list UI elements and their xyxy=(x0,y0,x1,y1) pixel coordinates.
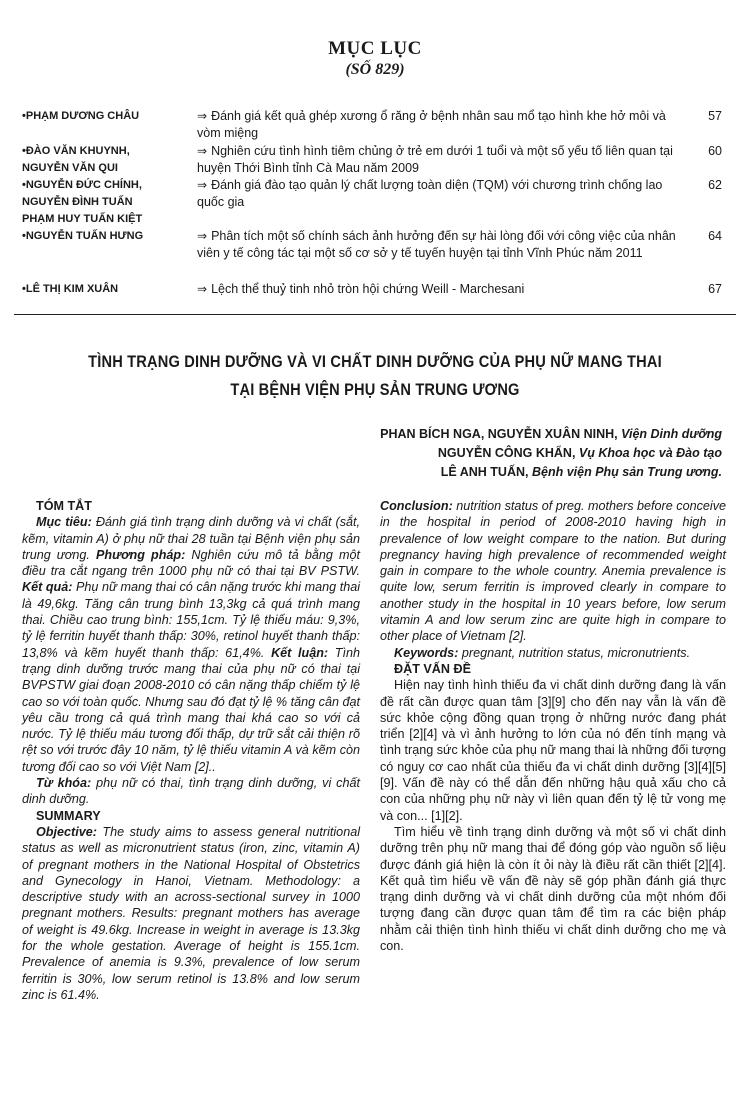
intro-paragraph: Tìm hiểu về tình trạng dinh dưỡng và một số vi chất dinh dưỡng trên phụ nữ mang thai để đóng góp vào nguồn số liệu được đánh giá hiện là còn ít ỏi này là điều rất cần thiết [2][4]. Kết quả tìm hiểu về vấn đề này sẽ góp phần đánh giá thực trạng dinh dưỡng và vi chất dinh dưỡng của một nhóm đối tượng đang cần được quan tâm để tìm ra các biện pháp nhằm cải thiện tình hình thiếu vi chất dinh dưỡng cho mẹ và con. xyxy=(380,824,726,954)
toc-entry-text: Phân tích một số chính sách ảnh hưởng đến sự hài lòng đối với công việc của nhân viên y tế công tác tại một số cơ sở y tế tuyến huyện tại tỉnh Vĩnh Phúc năm 2011 xyxy=(197,229,676,260)
label-phuongphap: Phương pháp: xyxy=(89,547,186,562)
section-heading-datvande: ĐẶT VẤN ĐỀ xyxy=(394,661,471,676)
toc-entry-text: Nghiên cứu tình hình tiêm chủng ở trẻ em dưới 1 tuổi và một số yếu tố liên quan tại huyện Thới Bình tỉnh Cà Mau năm 2009 xyxy=(197,144,673,175)
toc-author-name: NGUYỄN VĂN QUI xyxy=(22,162,118,174)
text-tukhoa: phụ nữ có thai, tình trạng dinh dưỡng, vi chất dinh dưỡng. xyxy=(22,776,360,807)
toc-entry-authors xyxy=(22,281,192,298)
toc-entry-text: Lệch thể thuỷ tinh nhỏ tròn hội chứng Weill - Marchesani xyxy=(211,282,525,296)
toc-entry-title[interactable] xyxy=(197,281,689,298)
right-arrow-icon: ⇒ xyxy=(197,144,208,158)
abstract-vi-paragraph xyxy=(22,514,360,775)
toc-author-name: •PHẠM DƯƠNG CHÂU xyxy=(22,110,140,122)
toc-entry-authors xyxy=(22,228,192,245)
toc-author-name: NGUYỄN ĐÌNH TUẤN xyxy=(22,196,133,208)
toc-entry-title[interactable] xyxy=(197,228,689,262)
label-ketqua: Kết quả: xyxy=(22,580,73,595)
section-heading-summary: SUMMARY xyxy=(36,808,101,823)
author-line xyxy=(292,425,722,444)
toc-entry-authors xyxy=(22,143,192,177)
toc-page-number: 67 xyxy=(708,282,722,296)
label-objective: Objective: xyxy=(36,824,97,839)
toc-author-name: •ĐÀO VĂN KHUYNH, xyxy=(22,145,130,157)
right-column xyxy=(380,498,726,954)
author-line xyxy=(292,444,722,463)
label-muctieu: Mục tiêu: xyxy=(36,515,92,530)
toc-author-name: •LÊ THỊ KIM XUÂN xyxy=(22,283,119,295)
toc-title: MỤC LỤC xyxy=(328,38,422,59)
toc-entry-title[interactable] xyxy=(197,108,689,142)
abstract-en-paragraph xyxy=(22,824,360,1003)
keywords-en xyxy=(380,645,726,661)
left-column xyxy=(22,498,360,1003)
toc-header xyxy=(0,38,750,80)
section-heading-tomtat: TÓM TẮT xyxy=(36,499,92,513)
toc-subtitle: (SỐ 829) xyxy=(345,61,405,78)
right-arrow-icon: ⇒ xyxy=(197,109,208,123)
label-keywords: Keywords: xyxy=(394,645,459,660)
author-line xyxy=(292,463,722,482)
right-arrow-icon: ⇒ xyxy=(197,178,208,192)
right-arrow-icon: ⇒ xyxy=(197,229,208,243)
toc-entry-authors xyxy=(22,108,192,125)
toc-entry-title[interactable] xyxy=(197,177,689,211)
toc-page-number: 64 xyxy=(708,229,722,243)
right-arrow-icon: ⇒ xyxy=(197,282,208,296)
toc-author-name: PHẠM HUY TUẤN KIỆT xyxy=(22,213,143,225)
text-conclusion: nutrition status of preg. mothers before conceive in the hospital in period of 2008-2010 having high in prevalence of low weight compare to the nation. But during pregnancy having high prevalence of recommended weight gain in compare to the whole country. Anemia prevalence is quite low, serum ferritin is improved clearly in compare to another study in the hospital in 10 years before, low serum vitamin A and low serum zinc are quite high in compare to other place of Vietnam [2]. xyxy=(380,499,726,644)
toc-entry-text: Đánh giá đào tạo quản lý chất lượng toàn diện (TQM) với chương trình chống lao quốc gia xyxy=(197,178,663,209)
toc-page-number: 60 xyxy=(708,144,722,158)
toc-author-name: •NGUYỄN ĐỨC CHÍNH, xyxy=(22,179,142,191)
author-affiliation: Vụ Khoa học và Đào tạo xyxy=(578,446,722,460)
author-names: NGUYỄN CÔNG KHẨN, xyxy=(437,446,576,460)
article-authors xyxy=(292,425,722,482)
text-objective: The study aims to assess general nutritional status as well as micronutrient status (iron, zinc, vitamin A) of pregnant mothers in the National Hospital of Obstetrics and Gynecology in Hanoi, Vietnam. Methodology: a descriptive study with an across-sectional survey in 1000 pregnant mothers. Results: pregnant mothers has average of weight is 49.6kg. Increase in weight in average is 13.3kg for the whole gestation. Average of height is 155.1cm. Prevalence of anemia is 9.3%, prevalence of low serum ferritin is 30%, low serum retinol is 13.8% and low serum zinc is 61.4%. xyxy=(22,824,360,1002)
label-conclusion: Conclusion: xyxy=(380,499,453,513)
author-affiliation: Viện Dinh dưỡng xyxy=(621,427,722,441)
intro-paragraph: Hiện nay tình hình thiếu đa vi chất dinh dưỡng đang là vấn đề rất cần được quan tâm [3][9] cho đến nay vẫn là vấn đề sức khỏe cộng đồng quan trọng ở những nước đang phát triển [2][4] và vì ảnh hưởng to lớn của nó đến tính mạng và tình trạng sức khỏe của phụ nữ mang thai là những đối tượng có nguy cơ cao nhất của thiếu đa vi chất dinh dưỡng [3][4][5][9]. Vấn đề này có thể dẫn đến những hậu quả xấu cho cả con của những phụ nữ này vì liên quan đến tỷ lệ tử vong mẹ và con... [1][2]. xyxy=(380,678,726,823)
toc-entry-title[interactable] xyxy=(197,143,689,177)
text-keywords: pregnant, nutrition status, micronutrients. xyxy=(458,645,691,660)
keywords-vi xyxy=(22,775,360,808)
toc-entry-authors xyxy=(22,177,192,228)
section-divider xyxy=(14,314,736,315)
toc-page-number: 62 xyxy=(708,178,722,192)
article-title-line: TẠI BỆNH VIỆN PHỤ SẢN TRUNG ƯƠNG xyxy=(230,380,520,399)
author-names: LÊ ANH TUẤN, xyxy=(440,465,529,479)
text-phuongphap: Nghiên cứu mô tả bằng một điều tra cắt ngang trên 1000 phụ nữ có thai tại BV PSTW. xyxy=(22,547,360,579)
article-title xyxy=(78,348,671,404)
text-ketluan: Tình trạng dinh dưỡng trước mang thai của phụ nữ có thai tại BVPSTW giai đoạn 2008-2010 có cân nặng thấp chiếm tỷ lệ cao so với toàn quốc. Nhưng sau đó đạt tỷ lệ % tăng cân đạt yêu cầu trong cả quá trình mang thai khá cao so với cả nước. Tỷ lệ thiếu máu tương đối thấp, dự trữ sắt cải thiện rõ rệt so với trước đây 10 năm, tỷ lệ thiếu vitamin A và kẽm còn tương đối cao so với Việt Nam [2].. xyxy=(22,645,360,774)
label-tukhoa: Từ khóa: xyxy=(36,776,92,791)
article-title-line: TÌNH TRẠNG DINH DƯỠNG VÀ VI CHẤT DINH DƯỠNG CỦA PHỤ NỮ MANG THAI xyxy=(88,352,662,371)
label-ketluan: Kết luận: xyxy=(264,645,329,660)
toc-author-name: •NGUYỄN TUẤN HƯNG xyxy=(22,230,144,242)
toc-page-number: 57 xyxy=(708,109,722,123)
text-ketqua: Phụ nữ mang thai có cân nặng trước khi mang thai là 49,6kg. Tăng cân trung bình 13,3kg cả quá trình mang thai. Chiều cao trung bình: 155,1cm. Tỷ lệ thiếu máu: 9,3%, tỷ lệ ferritin huyết thanh thấp: 30%, retinol huyết thanh thấp: 13,8% và kẽm huyết thanh thấp: 61,4%. xyxy=(22,580,361,660)
author-names: PHAN BÍCH NGA, NGUYỄN XUÂN NINH, xyxy=(380,427,618,441)
author-affiliation: Bệnh viện Phụ sản Trung ương. xyxy=(531,465,722,479)
toc-entry-text: Đánh giá kết quả ghép xương ổ răng ở bệnh nhân sau mổ tạo hình khe hở môi và vòm miệng xyxy=(197,109,666,140)
abstract-en-continued xyxy=(380,498,726,645)
text-muctieu: Đánh giá tình trạng dinh dưỡng và vi chất (sắt, kẽm, vitamin A) ở phụ nữ thai 28 tuần tại Bệnh viện phụ sản trung ương. xyxy=(22,515,360,562)
